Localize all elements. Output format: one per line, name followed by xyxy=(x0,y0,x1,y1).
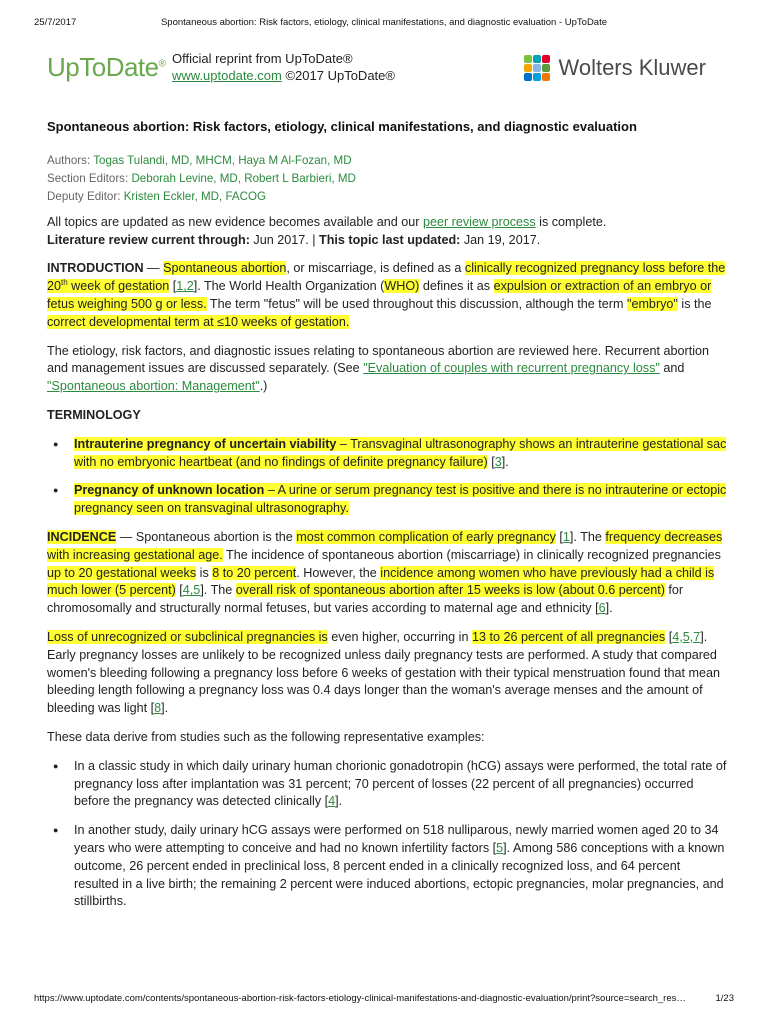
list-item: ● Pregnancy of unknown location – A urine or serum pregnancy test is positive and there is no intrauterine or ectopic pregnancy seen on transvaginal ultrasonography. xyxy=(74,482,727,518)
peer-review-link[interactable]: peer review process xyxy=(422,214,536,229)
list-item: ● In a classic study in which daily urinary human chorionic gonadotropin (hCG) assays were performed, the total rate of pregnancy loss after implantation was 31 percent; 70 percent of losses (22 percent of all pregnancies) occurred before the pregnancy was detected clinically [4]. xyxy=(74,758,727,811)
examples-list xyxy=(47,758,727,911)
print-title: Spontaneous abortion: Risk factors, etiology, clinical manifestations, and diagnostic evaluation - UpToDate xyxy=(160,17,608,28)
wolters-kluwer-icon xyxy=(524,55,550,81)
reference-link[interactable]: 1 xyxy=(562,529,570,544)
reference-link[interactable]: 4,5,7 xyxy=(672,629,701,644)
logo-tile xyxy=(542,55,550,63)
logo-tile xyxy=(524,64,532,72)
topic-link[interactable]: "Spontaneous abortion: Management" xyxy=(47,379,260,394)
reference-link[interactable]: 8 xyxy=(154,701,162,716)
reprint-line: Official reprint from UpToDate® xyxy=(172,51,353,66)
topic-link[interactable]: "Evaluation of couples with recurrent pregnancy loss" xyxy=(363,361,660,376)
deputy-editor-link[interactable]: Kristen Eckler, MD, FACOG xyxy=(123,189,267,203)
reprint-notice xyxy=(172,50,395,84)
article-meta: Authors: Togas Tulandi, MD, MHCM, Haya M Al-Fozan, MD Section Editors: Deborah Levine, MD, Robert L Barbieri, MD Deputy Editor: Kristen Eckler, MD, FACOG xyxy=(47,153,356,203)
uptodate-site-link[interactable]: www.uptodate.com xyxy=(172,68,282,83)
list-item: ● Intrauterine pregnancy of uncertain viability – Transvaginal ultrasonography shows an intrauterine gestational sac with no embryonic heartbeat (and no findings of definite pregnancy failure) [3]. xyxy=(74,436,727,472)
logo-tile xyxy=(533,73,541,81)
logo-tile xyxy=(542,64,550,72)
brand-bar xyxy=(47,44,706,90)
uptodate-logo[interactable]: UpToDate® xyxy=(47,52,166,82)
logo-tile xyxy=(524,73,532,81)
print-url: https://www.uptodate.com/contents/spontaneous-abortion-risk-factors-etiology-clinical-manifestations-and-diagnostic-evaluation/print?source=search_res… xyxy=(34,993,686,1004)
reference-link[interactable]: 3 xyxy=(494,454,502,469)
wolters-kluwer-logo[interactable] xyxy=(524,52,706,84)
logo-tile xyxy=(533,64,541,72)
section-heading: INTRODUCTION xyxy=(47,261,144,276)
print-date: 25/7/2017 xyxy=(34,17,77,28)
logo-tile xyxy=(542,73,550,81)
reference-link[interactable]: 4,5 xyxy=(182,583,201,598)
introduction-paragraph: INTRODUCTION — Spontaneous abortion, or miscarriage, is defined as a clinically recognized pregnancy loss before the 20th week of gestation [1,2]. The World Health Organization (WHO) defines it as expulsion or extraction of an embryo or fetus weighing 500 g or less. The term "fetus" will be used throughout this discussion, although the term "embryo" is the correct developmental term at ≤10 weeks of gestation. xyxy=(47,261,726,329)
section-heading: TERMINOLOGY xyxy=(47,407,141,422)
examples-intro: These data derive from studies such as the following representative examples: xyxy=(47,729,485,744)
intro-paragraph-2: The etiology, risk factors, and diagnostic issues relating to spontaneous abortion are reviewed here. Recurrent abortion and management issues are discussed separately. (See "Evaluation of couples with recurrent pregnancy loss" and "Spontaneous abortion: Management".) xyxy=(47,343,710,394)
editor-link[interactable]: Deborah Levine, MD xyxy=(131,171,238,185)
author-link[interactable]: Haya M Al-Fozan, MD xyxy=(238,153,352,167)
incidence-paragraph: INCIDENCE — Spontaneous abortion is the most common complication of early pregnancy [1]. The frequency decreases with increasing gestational age. The incidence of spontaneous abortion (miscarriage) in clinically recognized pregnancies up to 20 gestational weeks is 8 to 20 percent. However, the incidence among women who have previously had a child is much lower (5 percent) [4,5]. The overall risk of spontaneous abortion after 15 weeks is low (about 0.6 percent) for chromosomally and structurally normal fetuses, but varies according to maternal age and ethnicity [6]. xyxy=(47,529,723,616)
copyright: ©2017 UpToDate® xyxy=(285,68,395,83)
terminology-list xyxy=(47,436,727,518)
publisher-name: Wolters Kluwer xyxy=(558,55,706,80)
article-body xyxy=(47,118,727,922)
logo-tile xyxy=(533,55,541,63)
reference-link[interactable]: 6 xyxy=(598,601,606,616)
reference-link[interactable]: 4 xyxy=(328,794,336,809)
section-heading: INCIDENCE xyxy=(47,529,117,544)
update-notice: All topics are updated as new evidence becomes available and our peer review process is complete. Literature review current through: Jun 2017. | This topic last updated: Jan 19, 2017. xyxy=(47,214,607,247)
subclinical-paragraph: Loss of unrecognized or subclinical pregnancies is even higher, occurring in 13 to 26 percent of all pregnancies [4,5,7]. Early pregnancy losses are unlikely to be recognized unless daily pregnancy tests are performed. A study that compared women's bleeding following a pregnancy loss before 6 weeks of gestation with their typical menstruation found that mean bleeding length following a pregnancy loss was 0.4 days longer than the woman's average menses and the amount of bleeding was light [8]. xyxy=(47,629,721,716)
page-number: 1/23 xyxy=(715,993,734,1004)
article-title: Spontaneous abortion: Risk factors, etiology, clinical manifestations, and diagnostic evaluation xyxy=(47,119,637,134)
logo-tile xyxy=(524,55,532,63)
reference-link[interactable]: 5 xyxy=(496,840,504,855)
reference-link[interactable]: 1,2 xyxy=(176,279,194,294)
editor-link[interactable]: Robert L Barbieri, MD xyxy=(244,171,356,185)
author-link[interactable]: Togas Tulandi, MD, MHCM xyxy=(93,153,232,167)
list-item: ● In another study, daily urinary hCG assays were performed on 518 nulliparous, newly married women aged 20 to 34 years who were attempting to conceive and had no known infertility factors [5]. Among 586 conceptions with a known outcome, 26 percent ended in preclinical loss, 8 percent ended in a clinically recognized loss, and 64 percent resulted in a live birth; the remaining 2 percent were induced abortions, ectopic pregnancies, molar pregnancies, and stillbirths. xyxy=(74,822,727,911)
